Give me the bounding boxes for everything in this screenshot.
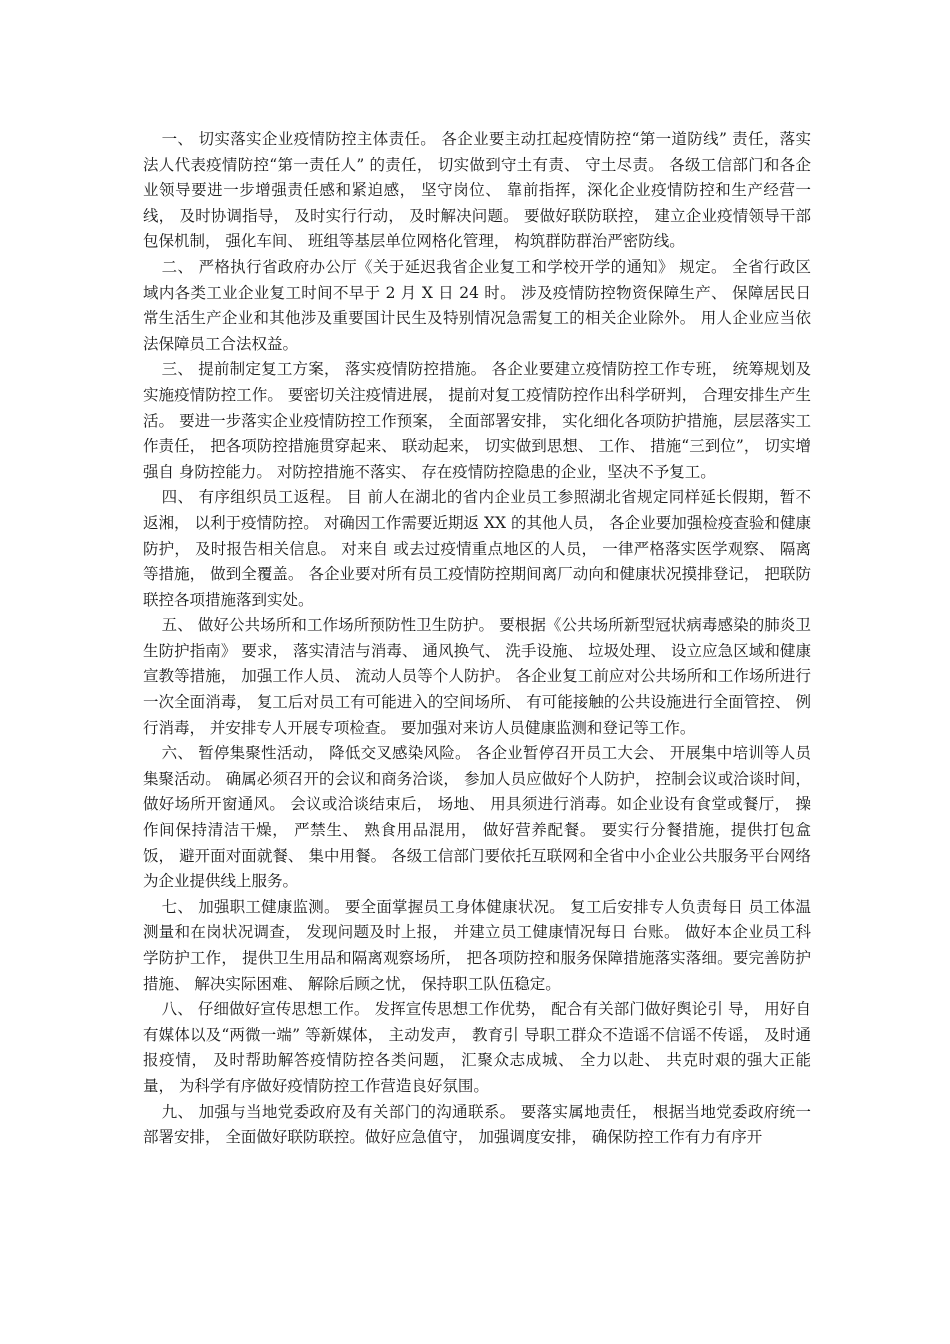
paragraph-3: 三、 提前制定复工方案， 落实疫情防控措施。 各企业要建立疫情防控工作专班， 统筹规划及实施疫情防控工作。 要密切关注疫情进展， 提前对复工疫情防控作出科学研判， 合理安排生产生活。 要进一步落实企业疫情防控工作预案， 全面部署安排， 实化细化各项防护措施，层层落实工作责任， 把各项防控措施贯穿起来、 联动起来， 切实做到思想、 工作、 措施“三到位”， 切实增强自 身防控能力。 对防控措施不落实、 存在疫情防控隐患的企业，坚决不予复工。 bbox=[143, 360, 811, 481]
paragraph-4: 四、 有序组织员工返程。 目 前人在湖北的省内企业员工参照湖北省规定同样延长假期，暂不返湘， 以利于疫情防控。 对确因工作需要近期返 XX 的其他人员， 各企业要加强检疫查验和健康防护， 及时报告相关信息。 对来自 或去过疫情重点地区的人员， 一律严格落实医学观察、 隔离等措施， 做到全覆盖。 各企业要对所有员工疫情防控期间离厂动向和健康状况摸排登记， 把联防联控各项措施落到实处。 bbox=[143, 488, 811, 609]
paragraph-1: 一、 切实落实企业疫情防控主体责任。 各企业要主动扛起疫情防控“第一道防线” 责任，落实法人代表疫情防控“第一责任人” 的责任， 切实做到守土有责、 守土尽责。 各级工信部门和各企业领导要进一步增强责任感和紧迫感， 坚守岗位、 靠前指挥，深化企业疫情防控和生产经营一线， 及时协调指导， 及时实行行动， 及时解决问题。 要做好联防联控， 建立企业疫情领导干部包保机制， 强化车间、 班组等基层单位网格化管理， 构筑群防群治严密防线。 bbox=[143, 130, 811, 251]
paragraph-6: 六、 暂停集聚性活动， 降低交叉感染风险。 各企业暂停召开员工大会、 开展集中培训等人员集聚活动。 确属必须召开的会议和商务洽谈， 参加人员应做好个人防护， 控制会议或洽谈时间，做好场所开窗通风。 会议或洽谈结束后， 场地、 用具须进行消毒。如企业设有食堂或餐厅， 操作间保持清洁干燥， 严禁生、 熟食用品混用， 做好营养配餐。 要实行分餐措施，提供打包盒饭， 避开面对面就餐、 集中用餐。 各级工信部门要依托互联网和全省中小企业公共服务平台网络为企业提供线上服务。 bbox=[143, 744, 811, 891]
paragraph-7: 七、 加强职工健康监测。 要全面掌握员工身体健康状况。 复工后安排专人负责每日 员工体温测量和在岗状况调查， 发现问题及时上报， 并建立员工健康情况每日 台账。 做好本企业员工科学防护工作， 提供卫生用品和隔离观察场所， 把各项防控和服务保障措施落实落细。要完善防护措施、 解决实际困难、 解除后顾之忧， 保持职工队伍稳定。 bbox=[143, 897, 811, 993]
paragraph-5: 五、 做好公共场所和工作场所预防性卫生防护。 要根据《公共场所新型冠状病毒感染的肺炎卫生防护指南》 要求， 落实清洁与消毒、 通风换气、 洗手设施、 垃圾处理、 设立应急区域和健康宣教等措施， 加强工作人员、 流动人员等个人防护。 各企业复工前应对公共场所和工作场所进行一次全面消毒， 复工后对员工有可能进入的空间场所、 有可能接触的公共设施进行全面管控、 例行消毒， 并安排专人开展专项检查。 要加强对来访人员健康监测和登记等工作。 bbox=[143, 616, 811, 737]
paragraph-9: 九、 加强与当地党委政府及有关部门的沟通联系。 要落实属地责任， 根据当地党委政府统一部署安排， 全面做好联防联控。做好应急值守， 加强调度安排， 确保防控工作有力有序开 bbox=[143, 1102, 811, 1147]
paragraph-2: 二、 严格执行省政府办公厅《关于延迟我省企业复工和学校开学的通知》 规定。 全省行政区域内各类工业企业复工时间不早于 2 月 X 日 24 时。 涉及疫情防控物资保障生产、 保障居民日常生活生产企业和其他涉及重要国计民生及特别情况急需复工的相关企业除外。 用人企业应当依法保障员工合法权益。 bbox=[143, 257, 811, 353]
document-body bbox=[143, 127, 811, 1151]
paragraph-8: 八、 仔细做好宣传思想工作。 发挥宣传思想工作优势， 配合有关部门做好舆论引 导， 用好自 有媒体以及“两微一端” 等新媒体， 主动发声， 教育引 导职工群众不造谣不信谣不传谣， 及时通报疫情， 及时帮助解答疫情防控各类问题， 汇聚众志成城、 全力以赴、 共克时艰的强大正能量， 为科学有序做好疫情防控工作营造良好氛围。 bbox=[143, 1000, 811, 1095]
